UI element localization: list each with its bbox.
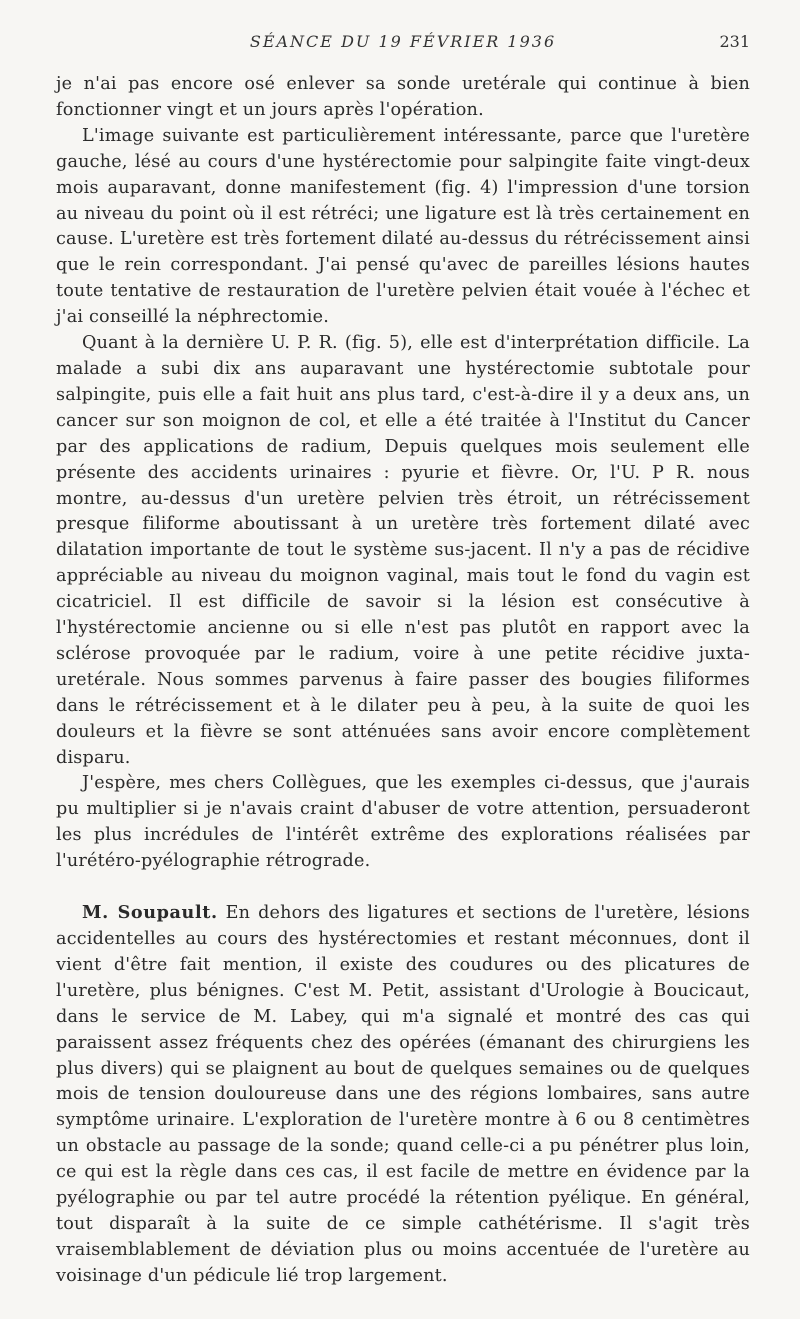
body-text [56,72,750,1290]
speaker-text: En dehors des ligatures et sections de l'uretère, lésions accidentelles au cours des hystérectomies et restant méconnues, dont il vient d'être fait mention, il existe des coudures ou des plicatures de l'uretère, plus bénignes. C'est M. Petit, assistant d'Urologie à Boucicaut, dans le service de M. Labey, qui m'a signalé et montré des cas qui paraissent assez fréquents chez des opérées (émanant des chirurgiens les plus divers) qui se plaignent au bout de quelques semaines ou de quelques mois de tension douloureuse dans une des régions lombaires, sans autre symptôme urinaire. L'exploration de l'uretère montre à 6 ou 8 centimètres un obstacle au passage de la sonde; quand celle-ci a pu pénétrer plus loin, ce qui est la règle dans ces cas, il est facile de mettre en évidence par la pyélographie ou par tel autre procédé la rétention pyélique. En général, tout disparaît à la suite de ce simple cathétérisme. Il s'agit très vraisemblablement de déviation plus ou moins accentuée de l'uretère au voisinage d'un pédicule lié trop largement. [56,903,751,1286]
paragraph-conclusion: J'espère, mes chers Collègues, que les exemples ci-dessus, que j'aurais pu multiplier si je n'avais craint d'abuser de votre attention, persuaderont les plus incrédules de l'intérêt extrême des explorations réalisées par l'urétéro-pyélographie rétrograde. [56,773,750,872]
paragraph-fig5: Quant à la dernière U. P. R. (fig. 5), elle est d'interprétation difficile. La malade a subi dix ans auparavant une hystérectomie subtotale pour salpingite, puis elle a fait huit ans plus tard, c'est-à-dire il y a deux ans, un cancer sur son moignon de col, et elle a été traitée à l'Institut du Cancer par des applications de radium, Depuis quelques mois seulement elle présente des accidents urinaires : pyurie et fièvre. Or, l'U. P R. nous montre, au-dessus d'un uretère pelvien très étroit, un rétrécissement presque filiforme aboutissant à un uretère très fortement dilaté avec dilatation importante de tout le système sus-jacent. Il n'y a pas de récidive appréciable au niveau du moignon vaginal, mais tout le fond du vagin est cicatriciel. Il est difficile de savoir si la lésion est consécutive à l'hystérectomie ancienne ou si elle n'est pas plutôt en rapport avec la sclérose provoquée par le radium, voire à une petite récidive juxta-uretérale. Nous sommes parvenus à faire passer des bougies filiformes dans le rétrécissement et à le dilater peu à peu, à la suite de quoi les douleurs et la fièvre se sont atténuées sans avoir encore complètement disparu. [56,333,750,768]
speaker-name: M. Soupault. [82,902,218,924]
paragraph-soupault [56,900,750,1290]
page-number: 231 [719,32,750,51]
running-head: SÉANCE DU 19 FÉVRIER 1936 [249,32,557,51]
paragraph-fig4: L'image suivante est particulièrement intéressante, parce que l'uretère gauche, lésé au cours d'une hystérectomie pour salpingite faite vingt-deux mois auparavant, donne manifestement (fig. 4) l'impression d'une torsion au niveau du point où il est rétréci; une ligature est là très certainement en cause. L'uretère est très fortement dilaté au-dessus du rétrécissement ainsi que le rein correspondant. J'ai pensé qu'avec de pareilles lésions hautes toute tentative de restauration de l'uretère pelvien était vouée à l'échec et j'ai conseillé la néphrectomie. [56,125,750,328]
page-header [56,32,750,56]
paragraph-continuation: je n'ai pas encore osé enlever sa sonde uretérale qui continue à bien fonctionner vingt et un jours après l'opération. [56,74,750,120]
